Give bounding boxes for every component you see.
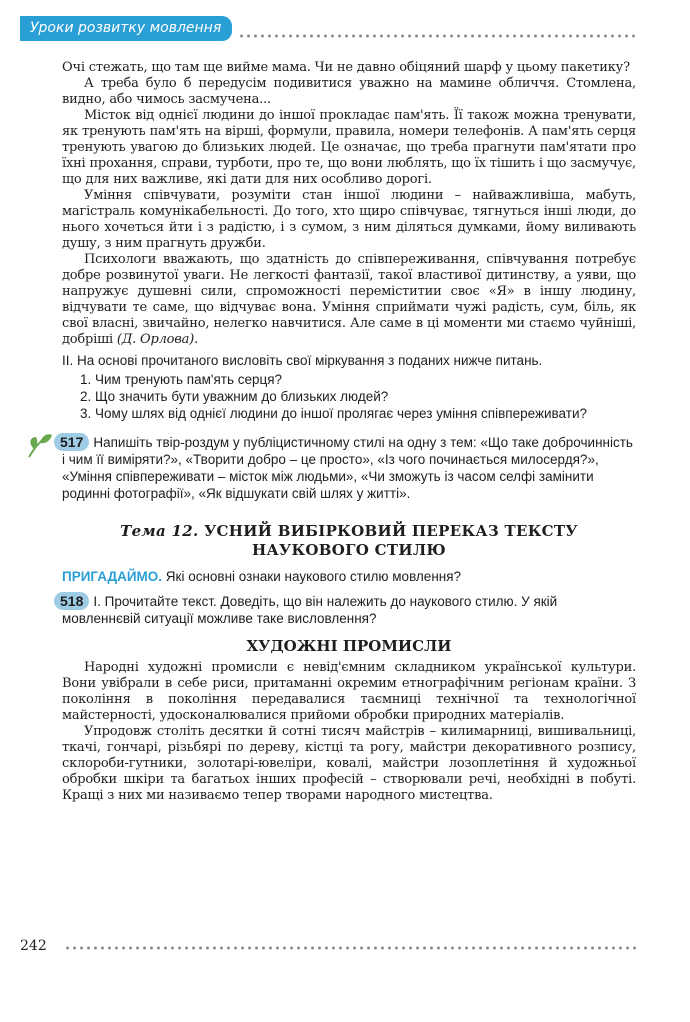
exercise-number-badge: 517 [54, 433, 89, 451]
passage1-paragraph-2: А треба було б передусім подивитися уважно на мамине обличчя. Стомлена, видно, або чимось засмучена... [62, 76, 636, 107]
passage1-paragraph-5 [62, 252, 636, 348]
footer-dotted-rule [64, 946, 636, 950]
recall-text: Які основні ознаки наукового стилю мовлення? [165, 569, 462, 584]
question-list [62, 371, 636, 422]
question-item: 3. Чому шлях від однієї людини до іншої пролягає через уміння співпереживати? [80, 406, 587, 421]
passage2-paragraph-1: Народні художні промисли є невід'ємним складником української культури. Вони увібрали в себе риси, притаманні окремим етнографічним регіонам країни. З покоління в покоління передавалися таємниці технічної та технологічної майстерності, удосконалювалися прийоми обробки природних матеріалів. [62, 660, 636, 723]
crafts-passage [62, 660, 636, 804]
exercise-517-text: Напишіть твір-роздум у публіцистичному стилі на одну з тем: «Що таке доброчинність і чим її виміряти?», «Творити добро – це просто», «Із чого починається милосердя?», «Уміння співпереживати – місток між людьми», «Чи зможуть із часом селфі замінити родинні фотографії», «Як відшукати свій шлях у житті». [62, 435, 633, 501]
exercise-518 [62, 592, 636, 627]
task-2-block [62, 352, 636, 422]
recall-prompt [62, 568, 636, 585]
header-dotted-rule [238, 34, 636, 38]
passage1-paragraph-5-text: Психологи вважають, що здатність до співпереживання, співчування потребує добре розвинутої уваги. Не легкості фантазії, такої властивої дитинству, а уяви, що напружує душевні сили, спроможності переміститии своє «Я» в іншу людину, відчувати те саме, що відчуває вона. Уміння сприймати чужі радість, сум, біль, як свої власні, звичайно, нелегко навчитися. Але саме в ці моменти ми стаємо чуйніші, добріші [62, 252, 636, 347]
task-2-intro: ІІ. На основі прочитаного висловіть свої міркування з поданих нижче питань. [62, 353, 543, 368]
section-title: Уроки розвитку мовлення [30, 20, 222, 36]
exercise-517-text-block [62, 433, 636, 502]
section-header-tab [20, 16, 232, 41]
question-item: 2. Що значить бути уважним до близьких людей? [80, 389, 389, 404]
passage2-paragraph-2: Упродовж століть десятки й сотні тисяч майстрів – килимарниці, вишивальниці, ткачі, гончарі, різьбярі по дереву, кістці та рогу, майстри декоративного розпису, склороби-гутники, золотарі-ювеліри, ковалі, майстри лозоплетіння й художньої обробки шкіри та багатьох інших професій – створювали речі, необхідні в побуті. Кращі з них ми називаємо тепер творами народного мистецтва. [62, 724, 636, 803]
passage1-author: (Д. Орлова). [116, 332, 199, 347]
text-title: ХУДОЖНІ ПРОМИСЛИ [246, 637, 452, 655]
story-passage [62, 60, 636, 348]
passage1-paragraph-4: Уміння співчувати, розуміти стан іншої людини – найважливіша, мабуть, магістраль комунікабельності. До того, хто щиро співчуває, тягнуться інші люди, до нього хочеться йти і з радістю, і з сумом, з ним діляться думками, йому виливають душу, з ним прагнуть дружби. [62, 188, 636, 251]
passage1-paragraph-3: Місток від однієї людини до іншої прокладає пам'ять. Її також можна тренувати, як тренують пам'ять на вірші, формули, правила, номери телефонів. А пам'ять серця тренують увагою до близьких людей. Це означає, що треба прагнути пам'ятати про їхні прохання, справи, турботи, про те, що вони люблять, що їх тішить і що засмучує, що для них важливе, які дати для них особливо дорогі. [62, 108, 636, 187]
theme-label: Тема 12. [120, 522, 199, 540]
passage1-paragraph-1: Очі стежать, що там ще вийме мама. Чи не давно обіцяний шарф у цьому пакетику? [62, 60, 630, 75]
page-content [62, 60, 636, 804]
exercise-518-text: І. Прочитайте текст. Доведіть, що він належить до наукового стилю. У якій мовленнєвій ситуації можливе таке висловлення? [62, 594, 558, 626]
recall-label: ПРИГАДАЙМО. [62, 569, 163, 584]
exercise-number-badge: 518 [54, 592, 89, 610]
question-item: 1. Чим тренують пам'ять серця? [80, 372, 283, 387]
theme-title [62, 522, 636, 560]
page-number: 242 [20, 938, 47, 954]
leaf-icon [26, 431, 54, 459]
exercise-517 [62, 433, 636, 502]
theme-heading: УСНИЙ ВИБІРКОВИЙ ПЕРЕКАЗ ТЕКСТУ НАУКОВОГО СТИЛЮ [204, 522, 578, 559]
